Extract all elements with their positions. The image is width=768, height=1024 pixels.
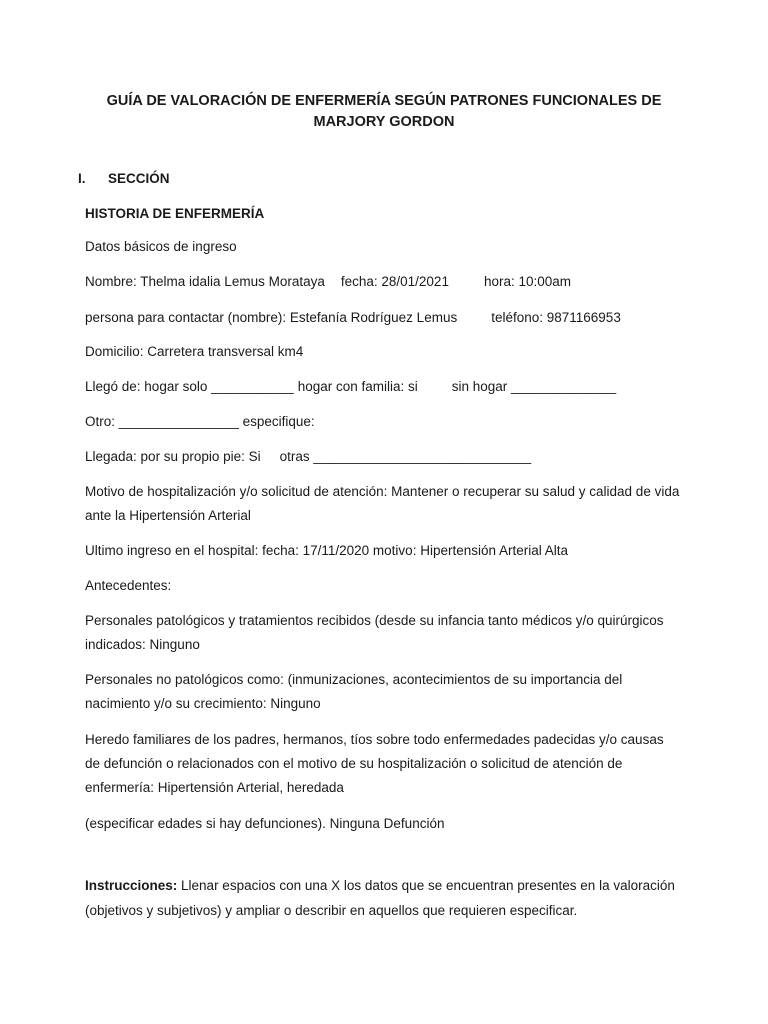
arrived-family: hogar con familia: si [297,379,418,394]
address: Domicilio: Carretera transversal km4 [85,344,304,359]
title-line-2: MARJORY GORDON [313,114,455,130]
hereditary-line-3: enfermería: Hipertensión Arterial, heredada [85,780,344,795]
document-title [60,91,708,133]
instructions-line-1 [85,874,675,898]
pathological-line-1: Personales patológicos y tratamientos recibidos (desde su infancia tanto médicos y/o quirúrgicos [85,613,664,628]
hereditary-line-1: Heredo familiares de los padres, hermanos, tíos sobre todo enfermedades padecidas y/o causas [85,732,664,747]
patient-name-row [85,270,571,294]
last-admission: Ultimo ingreso en el hospital: fecha: 17/11/2020 motivo: Hipertensión Arterial Alta [85,543,569,558]
instructions-text-1: Llenar espacios con una X los datos que se encuentran presentes en la valoración [177,878,675,893]
basic-data-label: Datos básicos de ingreso [85,239,237,254]
arrival-others: otras _____________________________ [279,449,532,464]
contact-phone: teléfono: 9871166953 [491,310,621,325]
hereditary-line-2: de defunción o relacionados con el motivo de su hospitalización o solicitud de atención de [85,756,623,771]
admission-date: fecha: 28/01/2021 [340,274,449,289]
instructions-line-2: (objetivos y subjetivos) y ampliar o describir en aquellos que requieren especificar. [85,903,578,918]
title-line-1: GUÍA DE VALORACIÓN DE ENFERMERÍA SEGÚN PATRONES FUNCIONALES DE [106,93,662,109]
arrived-alone: Llegó de: hogar solo ___________ [85,379,294,394]
arrival-row [85,445,531,469]
section-label: SECCIÓN [108,171,170,186]
other-row: Otro: ________________ especifique: [85,414,315,429]
contact-person: persona para contactar (nombre): Estefanía Rodríguez Lemus [85,310,458,325]
subsection-heading: HISTORIA DE ENFERMERÍA [85,206,265,221]
history-label: Antecedentes: [85,578,172,593]
admission-time: hora: 10:00am [483,274,572,289]
reason-line-2: ante la Hipertensión Arterial [85,508,251,523]
non-pathological-line-2: nacimiento y/o su crecimiento: Ninguno [85,696,321,711]
reason-line-1: Motivo de hospitalización y/o solicitud de atención: Mantener o recuperar su salud y calidad de vida [85,484,680,499]
contact-row [85,306,621,330]
patient-name: Nombre: Thelma idalia Lemus Morataya [85,274,325,289]
section-number: I. [78,171,86,186]
pathological-line-2: indicados: Ninguno [85,637,200,652]
non-pathological-line-1: Personales no patológicos como: (inmunizaciones, acontecimientos de su importancia del [85,672,623,687]
arrived-from-row [85,375,616,399]
instructions-label: Instrucciones: [85,878,178,893]
arrival-own-foot: Llegada: por su propio pie: Si [85,449,261,464]
deaths-note: (especificar edades si hay defunciones). Ninguna Defunción [85,816,445,831]
arrived-homeless: sin hogar ______________ [451,379,617,394]
